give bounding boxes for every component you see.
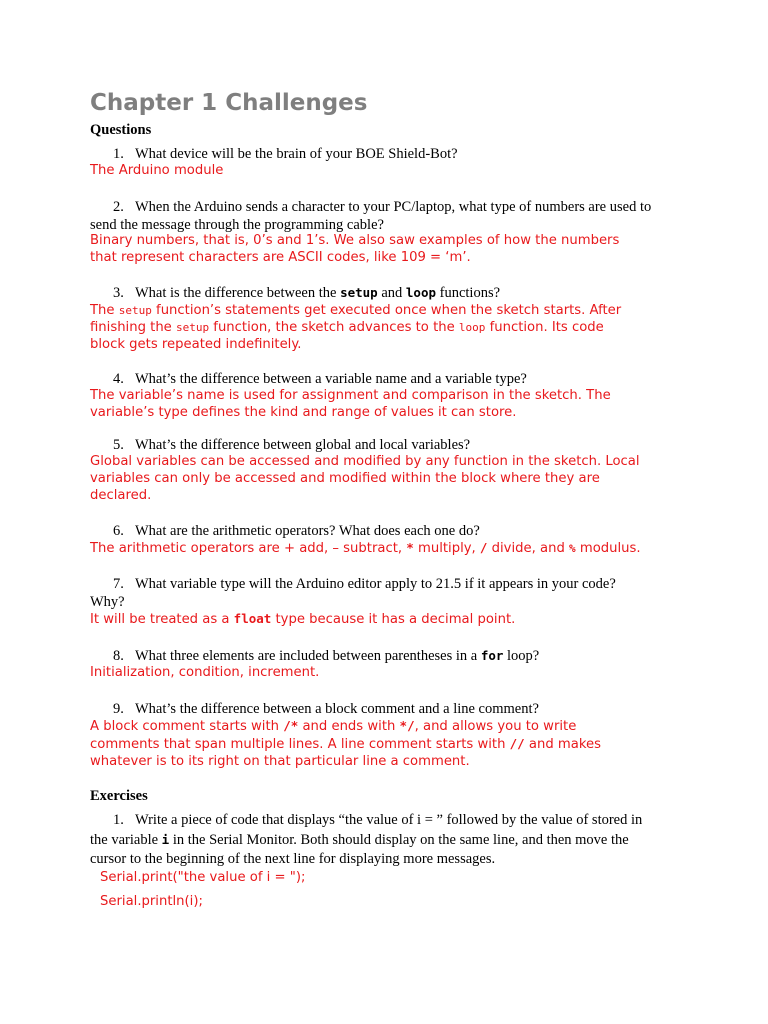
loop-keyword: loop — [405, 285, 436, 300]
answer-text: multiply, — [413, 541, 480, 556]
modulus-operator: % — [569, 542, 576, 555]
question-number: 1. — [113, 146, 124, 162]
question-number: 2. — [113, 199, 124, 215]
answer-text: type because it has a decimal point. — [271, 612, 516, 627]
multiply-operator: * — [406, 540, 414, 555]
question-text: What’s the difference between a block comment and a line comment? — [135, 701, 539, 717]
answer-text: that represent characters are ASCII codes, like 109 = ‘m’. — [90, 250, 471, 265]
variable-i: i — [161, 832, 170, 847]
answer-2 — [90, 232, 690, 266]
setup-keyword: setup — [340, 285, 378, 300]
question-7 — [90, 575, 690, 611]
question-2 — [90, 198, 690, 234]
question-text: What three elements are included between parentheses in a — [135, 648, 481, 664]
code-line: Serial.print("the value of i = "); — [100, 870, 306, 885]
question-9 — [90, 700, 690, 718]
answer-text: finishing the — [90, 320, 176, 335]
block-comment-open: /* — [283, 718, 299, 733]
answer-text: Initialization, condition, increment. — [90, 665, 320, 680]
exercise-text: the variable — [90, 832, 162, 848]
exercise-1 — [90, 811, 690, 869]
answer-text: The — [90, 303, 119, 318]
answer-text: block gets repeated indefinitely. — [90, 337, 302, 352]
exercise-text: cursor to the beginning of the next line for displaying more messages. — [90, 851, 496, 867]
page-title: Chapter 1 Challenges — [90, 90, 368, 116]
question-number: 6. — [113, 523, 124, 539]
answer-text: Global variables can be accessed and modified by any function in the sketch. Local — [90, 454, 640, 469]
question-number: 5. — [113, 437, 124, 453]
answer-text: and makes — [524, 737, 601, 752]
question-number: 8. — [113, 648, 124, 664]
question-text: What device will be the brain of your BOE Shield-Bot? — [135, 146, 458, 162]
answer-4 — [90, 387, 690, 421]
question-8 — [90, 647, 690, 665]
answer-text: declared. — [90, 488, 152, 503]
question-text: and — [377, 285, 406, 301]
answer-text: variables can only be accessed and modified within the block where they are — [90, 471, 600, 486]
answer-6 — [90, 539, 690, 557]
questions-heading: Questions — [90, 122, 152, 138]
block-comment-close: */ — [399, 718, 415, 733]
answer-7 — [90, 610, 690, 628]
divide-operator: / — [479, 540, 488, 555]
question-text: What’s the difference between a variable name and a variable type? — [135, 371, 527, 387]
answer-text: and ends with — [298, 719, 400, 734]
answer-text: It will be treated as a — [90, 612, 234, 627]
question-text: send the message through the programming cable? — [90, 217, 384, 233]
answer-text: The arithmetic operators are + add, – subtract, — [90, 541, 407, 556]
question-number: 4. — [113, 371, 124, 387]
question-4 — [90, 370, 690, 388]
question-number: 7. — [113, 576, 124, 592]
exercise-text: in the Serial Monitor. Both should display on the same line, and then move the — [169, 832, 629, 848]
answer-text: function, the sketch advances to the — [209, 320, 459, 335]
loop-keyword: loop — [458, 321, 486, 334]
question-text: Why? — [90, 594, 125, 610]
answer-text: variable’s type defines the kind and range of values it can store. — [90, 405, 517, 420]
exercises-heading: Exercises — [90, 788, 148, 804]
answer-text: A block comment starts with — [90, 719, 284, 734]
question-1 — [90, 145, 690, 163]
answer-text: , and allows you to write — [414, 719, 577, 734]
question-3 — [90, 284, 690, 302]
answer-text: The Arduino module — [90, 163, 224, 178]
question-text: What are the arithmetic operators? What does each one do? — [135, 523, 480, 539]
answer-5 — [90, 453, 690, 504]
question-text: What’s the difference between global and local variables? — [135, 437, 471, 453]
question-text: functions? — [436, 285, 501, 301]
question-text: loop? — [503, 648, 540, 664]
answer-8 — [90, 664, 690, 681]
question-text: What is the difference between the — [135, 285, 341, 301]
for-keyword: for — [480, 648, 504, 663]
float-keyword: float — [233, 611, 272, 626]
answer-text: The variable’s name is used for assignment and comparison in the sketch. The — [90, 388, 611, 403]
setup-keyword: setup — [175, 321, 210, 334]
answer-text: Binary numbers, that is, 0’s and 1’s. We also saw examples of how the numbers — [90, 233, 620, 248]
exercise-text: Write a piece of code that displays “the value of i = ” followed by the value of stored in — [135, 812, 643, 828]
answer-text: function. Its code — [485, 320, 604, 335]
answer-9 — [90, 717, 690, 770]
setup-keyword: setup — [118, 304, 152, 317]
question-5 — [90, 436, 690, 454]
answer-3 — [90, 302, 690, 353]
answer-text: whatever is to its right on that particular line a comment. — [90, 754, 470, 769]
answer-text: modulus. — [575, 541, 641, 556]
question-number: 3. — [113, 285, 124, 301]
question-6 — [90, 522, 690, 540]
code-line: Serial.println(i); — [100, 894, 203, 909]
question-text: When the Arduino sends a character to your PC/laptop, what type of numbers are used to — [135, 199, 652, 215]
answer-1 — [90, 162, 690, 179]
question-number: 9. — [113, 701, 124, 717]
exercise-number: 1. — [113, 812, 124, 828]
line-comment-token: // — [509, 736, 525, 751]
answer-text: comments that span multiple lines. A line comment starts with — [90, 737, 510, 752]
question-text: What variable type will the Arduino editor apply to 21.5 if it appears in your code? — [135, 576, 616, 592]
answer-text: function’s statements get executed once when the sketch starts. After — [151, 303, 622, 318]
answer-text: divide, and — [487, 541, 570, 556]
